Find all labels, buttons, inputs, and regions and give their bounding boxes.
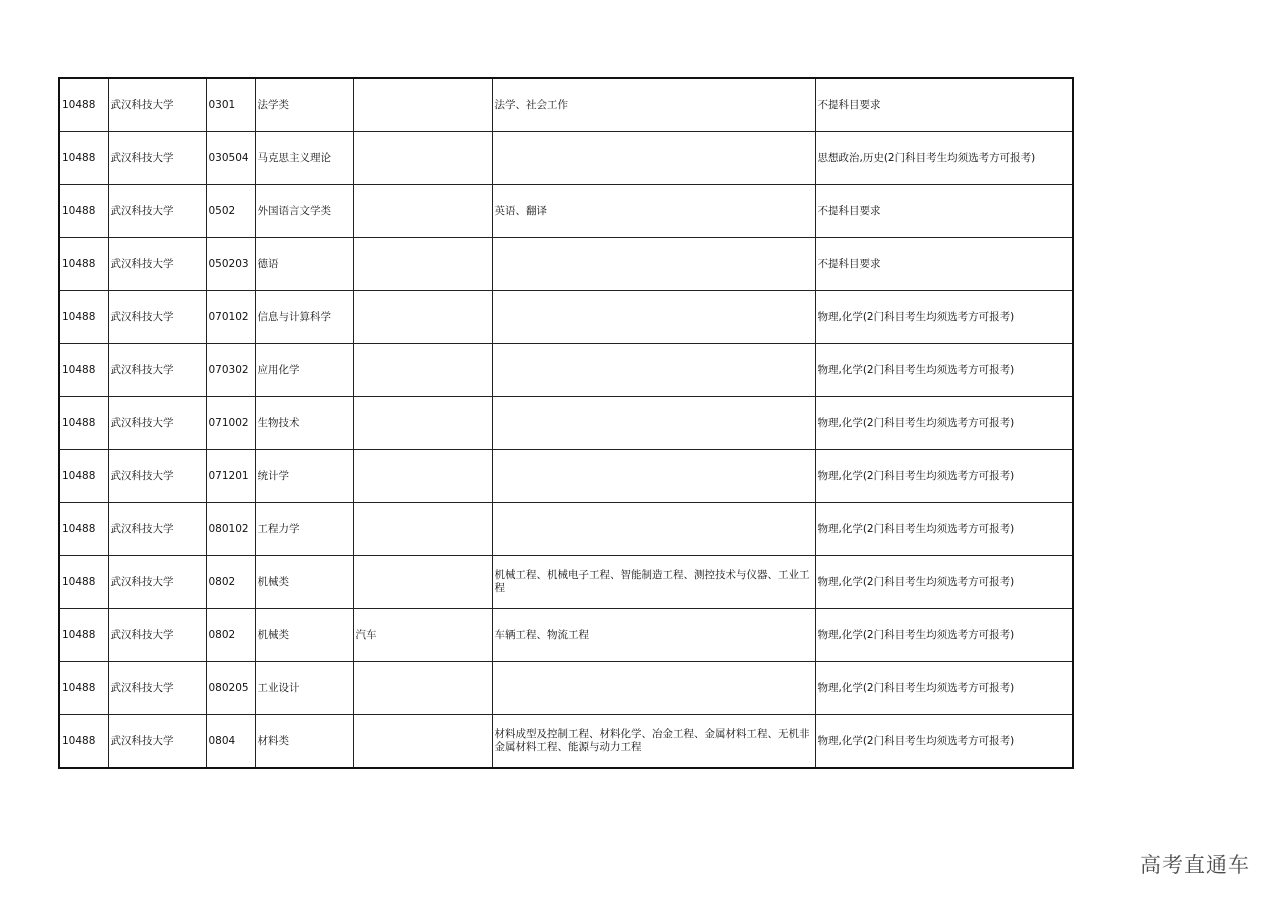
table-row (59, 78, 1073, 132)
included-majors-cell (492, 662, 815, 715)
table-row (59, 609, 1073, 662)
school-name-cell: 武汉科技大学 (108, 609, 206, 662)
school-code-cell: 10488 (59, 715, 108, 769)
subject-requirement-cell: 物理,化学(2门科目考生均须选考方可报考) (815, 503, 1073, 556)
subject-requirement-cell: 物理,化学(2门科目考生均须选考方可报考) (815, 450, 1073, 503)
included-majors-cell (492, 450, 815, 503)
major-code-cell: 030504 (206, 132, 255, 185)
major-code-cell: 070102 (206, 291, 255, 344)
major-name-cell: 工业设计 (255, 662, 353, 715)
major-name-cell: 生物技术 (255, 397, 353, 450)
school-name-cell: 武汉科技大学 (108, 503, 206, 556)
major-code-cell: 070302 (206, 344, 255, 397)
major-note-cell (353, 78, 492, 132)
table-row (59, 503, 1073, 556)
table-row (59, 344, 1073, 397)
table-row (59, 291, 1073, 344)
major-name-cell: 机械类 (255, 609, 353, 662)
major-note-cell (353, 715, 492, 769)
included-majors-cell (492, 503, 815, 556)
subject-requirements-table (58, 77, 1074, 769)
subject-requirement-cell: 物理,化学(2门科目考生均须选考方可报考) (815, 609, 1073, 662)
subject-requirement-cell: 不提科目要求 (815, 78, 1073, 132)
major-code-cell: 0802 (206, 609, 255, 662)
major-code-cell: 0502 (206, 185, 255, 238)
subject-requirement-cell: 不提科目要求 (815, 238, 1073, 291)
major-note-cell (353, 291, 492, 344)
school-name-cell: 武汉科技大学 (108, 450, 206, 503)
school-code-cell: 10488 (59, 185, 108, 238)
major-note-cell (353, 450, 492, 503)
major-name-cell: 信息与计算科学 (255, 291, 353, 344)
school-code-cell: 10488 (59, 238, 108, 291)
school-name-cell: 武汉科技大学 (108, 185, 206, 238)
major-code-cell: 071201 (206, 450, 255, 503)
subject-requirement-cell: 物理,化学(2门科目考生均须选考方可报考) (815, 291, 1073, 344)
major-code-cell: 0804 (206, 715, 255, 769)
subject-requirement-cell: 物理,化学(2门科目考生均须选考方可报考) (815, 662, 1073, 715)
major-note-cell (353, 238, 492, 291)
school-code-cell: 10488 (59, 132, 108, 185)
school-code-cell: 10488 (59, 291, 108, 344)
school-name-cell: 武汉科技大学 (108, 344, 206, 397)
school-name-cell: 武汉科技大学 (108, 397, 206, 450)
included-majors-cell: 英语、翻译 (492, 185, 815, 238)
major-note-cell (353, 132, 492, 185)
watermark: 高考直通车 (1140, 853, 1250, 877)
major-note-cell: 汽车 (353, 609, 492, 662)
school-code-cell: 10488 (59, 450, 108, 503)
subject-requirement-cell: 物理,化学(2门科目考生均须选考方可报考) (815, 344, 1073, 397)
school-code-cell: 10488 (59, 397, 108, 450)
major-note-cell (353, 662, 492, 715)
included-majors-cell (492, 344, 815, 397)
major-name-cell: 工程力学 (255, 503, 353, 556)
school-code-cell: 10488 (59, 503, 108, 556)
major-name-cell: 法学类 (255, 78, 353, 132)
subject-requirement-cell: 物理,化学(2门科目考生均须选考方可报考) (815, 397, 1073, 450)
subject-requirement-cell: 物理,化学(2门科目考生均须选考方可报考) (815, 715, 1073, 769)
table-row (59, 450, 1073, 503)
major-note-cell (353, 185, 492, 238)
major-code-cell: 071002 (206, 397, 255, 450)
school-name-cell: 武汉科技大学 (108, 715, 206, 769)
included-majors-cell: 材料成型及控制工程、材料化学、冶金工程、金属材料工程、无机非金属材料工程、能源与动力工程 (492, 715, 815, 769)
included-majors-cell: 车辆工程、物流工程 (492, 609, 815, 662)
major-name-cell: 德语 (255, 238, 353, 291)
subject-requirement-cell: 物理,化学(2门科目考生均须选考方可报考) (815, 556, 1073, 609)
major-name-cell: 马克思主义理论 (255, 132, 353, 185)
table-row (59, 662, 1073, 715)
major-name-cell: 外国语言文学类 (255, 185, 353, 238)
school-name-cell: 武汉科技大学 (108, 132, 206, 185)
major-name-cell: 材料类 (255, 715, 353, 769)
major-note-cell (353, 344, 492, 397)
school-code-cell: 10488 (59, 662, 108, 715)
major-code-cell: 050203 (206, 238, 255, 291)
major-note-cell (353, 556, 492, 609)
included-majors-cell (492, 238, 815, 291)
table-row (59, 556, 1073, 609)
school-code-cell: 10488 (59, 78, 108, 132)
subject-requirement-cell: 思想政治,历史(2门科目考生均须选考方可报考) (815, 132, 1073, 185)
subject-requirement-cell: 不提科目要求 (815, 185, 1073, 238)
table-row (59, 397, 1073, 450)
school-name-cell: 武汉科技大学 (108, 291, 206, 344)
table-row (59, 185, 1073, 238)
table-body (59, 78, 1073, 768)
table-row (59, 715, 1073, 769)
major-note-cell (353, 397, 492, 450)
included-majors-cell (492, 397, 815, 450)
table-row (59, 132, 1073, 185)
school-name-cell: 武汉科技大学 (108, 556, 206, 609)
major-code-cell: 0802 (206, 556, 255, 609)
major-code-cell: 080102 (206, 503, 255, 556)
major-code-cell: 080205 (206, 662, 255, 715)
included-majors-cell (492, 132, 815, 185)
school-code-cell: 10488 (59, 609, 108, 662)
included-majors-cell (492, 291, 815, 344)
major-name-cell: 机械类 (255, 556, 353, 609)
major-note-cell (353, 503, 492, 556)
school-name-cell: 武汉科技大学 (108, 662, 206, 715)
included-majors-cell: 法学、社会工作 (492, 78, 815, 132)
school-code-cell: 10488 (59, 344, 108, 397)
included-majors-cell: 机械工程、机械电子工程、智能制造工程、测控技术与仪器、工业工程 (492, 556, 815, 609)
major-name-cell: 统计学 (255, 450, 353, 503)
table-row (59, 238, 1073, 291)
major-code-cell: 0301 (206, 78, 255, 132)
major-name-cell: 应用化学 (255, 344, 353, 397)
school-name-cell: 武汉科技大学 (108, 238, 206, 291)
school-code-cell: 10488 (59, 556, 108, 609)
school-name-cell: 武汉科技大学 (108, 78, 206, 132)
